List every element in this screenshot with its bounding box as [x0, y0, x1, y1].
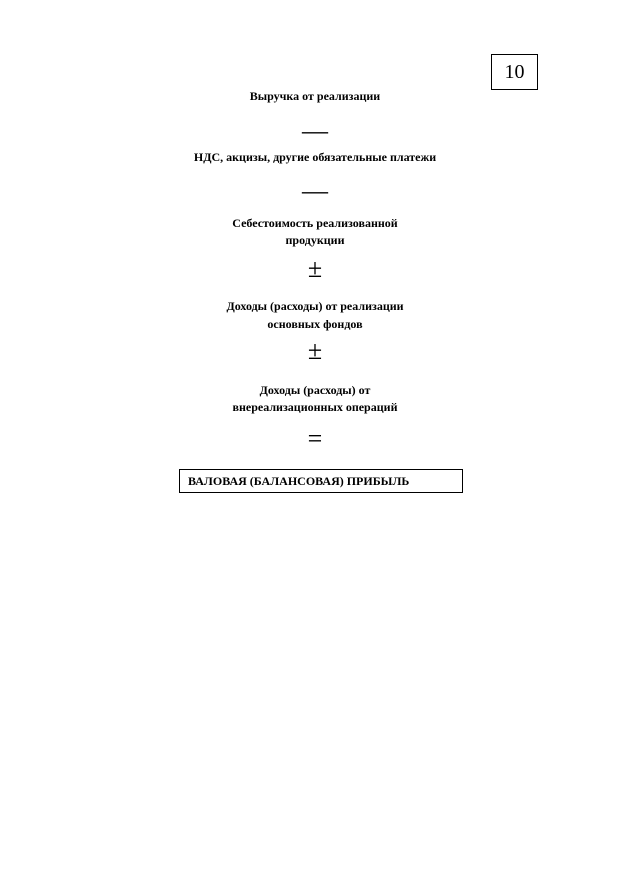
vat-excise-label: НДС, акцизы, другие обязательные платежи	[193, 150, 437, 164]
page-number: 10	[504, 61, 525, 83]
gross-profit-label: ВАЛОВАЯ (БАЛАНСОВАЯ) ПРИБЫЛЬ	[188, 474, 410, 488]
non-operating-income-label-line1: Доходы (расходы) от	[259, 383, 371, 397]
non-operating-income-label-line2: внереализационных операций	[232, 400, 398, 414]
cost-of-sales-label-line2: продукции	[285, 233, 345, 247]
plus-minus-operator-2: ±	[307, 336, 323, 365]
minus-operator-1: —	[302, 116, 328, 145]
fixed-assets-income-label-line2: основных фондов	[267, 317, 363, 331]
cost-of-sales-label-line1: Себестоимость реализованной	[232, 216, 398, 230]
equals-operator: =	[307, 424, 323, 453]
minus-operator-2: —	[302, 176, 328, 205]
revenue-label: Выручка от реализации	[249, 89, 381, 103]
plus-minus-operator-1: ±	[307, 254, 323, 283]
gross-profit-box	[179, 469, 463, 493]
fixed-assets-income-label-line1: Доходы (расходы) от реализации	[226, 299, 404, 313]
page-number-box	[491, 54, 538, 90]
